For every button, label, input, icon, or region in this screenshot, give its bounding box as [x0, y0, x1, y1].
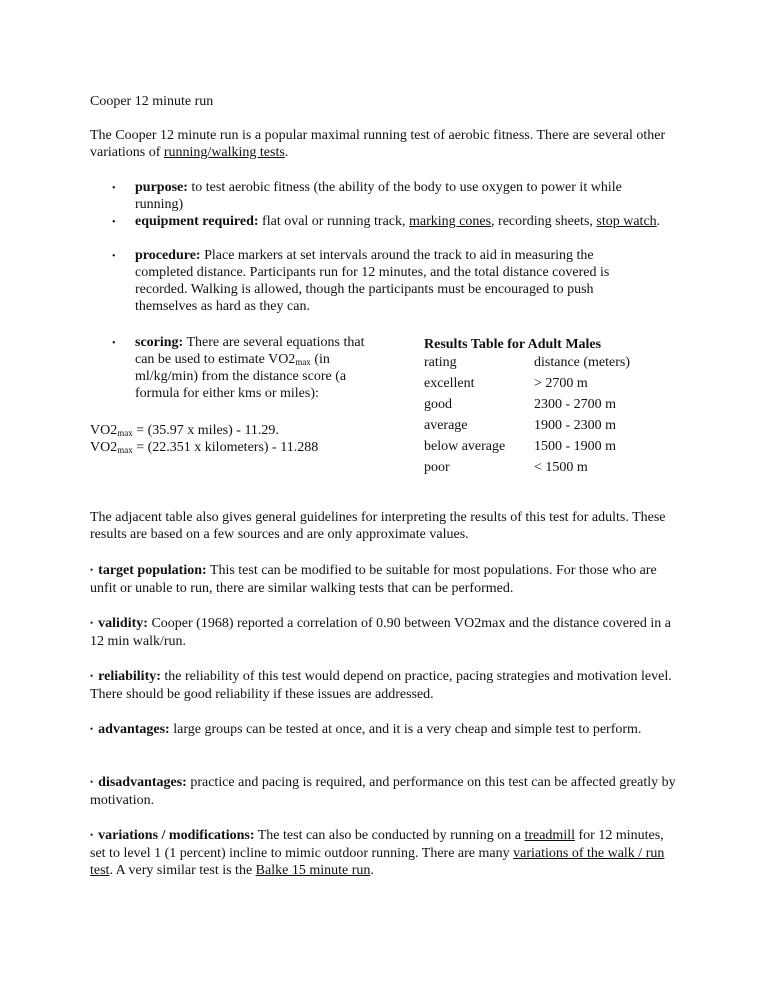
running-walking-tests-link[interactable]: running/walking tests	[163, 145, 285, 160]
target-population-paragraph: • target population: This test can be modified to be suitable for most populations. For those who are unfit or unable to run, there are similar walking tests that can be performed.	[90, 563, 657, 596]
adjacent-table-paragraph: The adjacent table also gives general guidelines for interpreting the results of this test for adults. These results are based on a few sources and are only approximate values.	[90, 510, 666, 542]
purpose-item: purpose: to test aerobic fitness (the ability of the body to use oxygen to power it while running)	[135, 180, 622, 212]
header-distance: distance (meters)	[534, 355, 631, 370]
table-row: below average 1500 - 1900 m	[424, 439, 617, 454]
validity-paragraph: • validity: Cooper (1968) reported a correlation of 0.90 between VO2max and the distance covered in a 12 min walk/run.	[90, 616, 671, 649]
table-row: poor < 1500 m	[424, 460, 588, 475]
equation-miles: $VO2_{max} = (35.97$ x miles) - 11.29.	[90, 423, 279, 438]
balke-15-minute-run-link[interactable]: Balke 15 minute run	[255, 863, 371, 878]
stop-watch-link[interactable]: stop watch	[596, 214, 657, 229]
table-row: average 1900 - 2300 m	[424, 418, 617, 433]
procedure-item: procedure: Place markers at set intervals around the track to aid in measuring the completed distance. Participants run for 12 minutes, and the total distance covered is recorded. Walking is allowed, though the participants must be encouraged to push themselves as hard as they can.	[135, 248, 610, 314]
header-rating: rating	[424, 355, 457, 370]
scoring-item: scoring: There are several equations that can be used to estimate $VO2_{max}$ (in ml/kg/min) from the distance score (a formula for either kms or miles):	[135, 335, 365, 401]
results-table	[424, 336, 664, 478]
reliability-paragraph: • reliability: the reliability of this test would depend on practice, pacing strategies and motivation level. There should be good reliability if these issues are addressed.	[90, 669, 672, 702]
bullet-icon: •	[112, 217, 116, 228]
bullet-icon: •	[90, 777, 94, 787]
bullet-icon: •	[90, 565, 94, 575]
table-header-row	[424, 352, 664, 373]
intro-paragraph: The Cooper 12 minute run is a popular maximal running test of aerobic fitness. There are several other variations of running/walking tests.	[90, 128, 666, 160]
results-table-title: Results Table for Adult Males	[424, 337, 602, 352]
bullet-icon: •	[90, 618, 94, 628]
table-row: excellent > 2700 m	[424, 376, 588, 391]
table-row: good 2300 - 2700 m	[424, 397, 617, 412]
equation-kilometers: $VO2_{max} = (22.351$ x kilometers) - 11.288	[90, 440, 319, 455]
variations-paragraph: • variations / modifications: The test can also be conducted by running on a treadmill for 12 minutes, set to level 1 (1 percent) incline to mimic outdoor running. There are many variations of the walk / run test. A very similar test is the Balke 15 minute run.	[90, 828, 665, 878]
advantages-paragraph: • advantages: large groups can be tested at once, and it is a very cheap and simple test to perform.	[90, 722, 642, 737]
bullet-icon: •	[90, 830, 94, 840]
bullet-icon: •	[112, 338, 116, 349]
bullet-icon: •	[112, 183, 116, 194]
disadvantages-paragraph: • disadvantages: practice and pacing is required, and performance on this test can be affected greatly by motivation.	[90, 775, 676, 808]
equipment-item: equipment required: flat oval or running track, marking cones, recording sheets, stop watch.	[135, 214, 661, 229]
marking-cones-link[interactable]: marking cones	[409, 214, 492, 229]
treadmill-link[interactable]: treadmill	[524, 828, 575, 843]
bullet-icon: •	[112, 251, 116, 262]
variations-walk-run-test-link[interactable]: variations of the walk / run test	[90, 846, 665, 878]
bullet-icon: •	[90, 724, 94, 734]
bullet-icon: •	[90, 671, 94, 681]
page-title: Cooper 12 minute run	[90, 94, 214, 109]
